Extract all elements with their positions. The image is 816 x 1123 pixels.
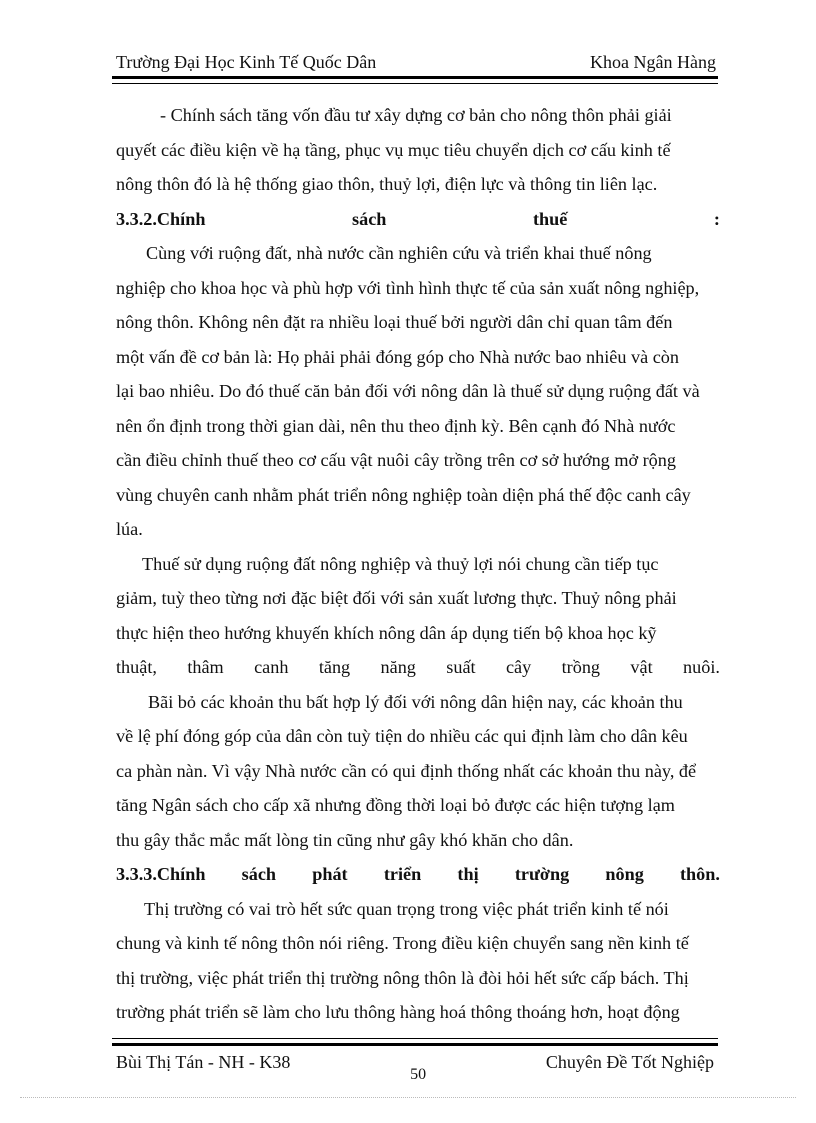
header-rule: [112, 76, 718, 84]
text-line: Bãi bỏ các khoản thu bất hợp lý đối với nông dân hiện nay, các khoản thu: [148, 691, 683, 712]
text-line: quyết các điều kiện về hạ tầng, phục vụ mục tiêu chuyển dịch cơ cấu kinh tế: [116, 139, 671, 160]
header-faculty: Khoa Ngân Hàng: [590, 52, 716, 72]
page-break-divider: [20, 1097, 796, 1098]
document-body: [116, 98, 720, 1030]
text-line: nông thôn. Không nên đặt ra nhiều loại thuế bởi người dân chỉ quan tâm đến: [116, 312, 673, 332]
text-line-spread: thuật, thâm canh tăng năng suất cây trồng vật nuôi.: [116, 657, 720, 677]
section-heading-3-3-3: 3.3.3.Chính sách phát triển thị trường nông thôn.: [116, 864, 720, 884]
text-line: Thị trường có vai trò hết sức quan trọng trong việc phát triển kinh tế nói: [144, 898, 669, 919]
text-line: lúa.: [116, 519, 143, 539]
text-line: một vấn đề cơ bản là: Họ phải phải đóng góp cho Nhà nước bao nhiêu và còn: [116, 346, 679, 367]
text-line: chung và kinh tế nông thôn nói riêng. Trong điều kiện chuyển sang nền kinh tế: [116, 933, 689, 953]
text-line: thực hiện theo hướng khuyến khích nông dân áp dụng tiến bộ khoa học kỹ: [116, 622, 657, 643]
text-line: về lệ phí đóng góp của dân còn tuỳ tiện do nhiều các qui định làm cho dân kêu: [116, 726, 688, 746]
footer-rule: [112, 1038, 718, 1046]
section-heading-3-3-2: 3.3.2.Chính sách thuế :: [116, 208, 720, 229]
text-line: lại bao nhiêu. Do đó thuế căn bản đối với nông dân là thuế sử dụng ruộng đất và: [116, 381, 700, 401]
text-line: giảm, tuỳ theo từng nơi đặc biệt đối với sản xuất lương thực. Thuỷ nông phải: [116, 588, 677, 608]
text-line: cần điều chỉnh thuế theo cơ cấu vật nuôi cây trồng trên cơ sở hướng mở rộng: [116, 450, 676, 470]
text-line: vùng chuyên canh nhằm phát triển nông nghiệp toàn diện phá thế độc canh cây: [116, 484, 691, 505]
text-line: thị trường, việc phát triển thị trường nông thôn là đòi hỏi hết sức cấp bách. Thị: [116, 967, 689, 988]
text-line: - Chính sách tăng vốn đầu tư xây dựng cơ bản cho nông thôn phải giải: [160, 105, 672, 125]
page-header: [116, 52, 716, 73]
text-line: nông thôn đó là hệ thống giao thôn, thuỷ lợi, điện lực và thông tin liên lạc.: [116, 174, 658, 194]
text-line: trường phát triển sẽ làm cho lưu thông hàng hoá thông thoáng hơn, hoạt động: [116, 1002, 680, 1022]
header-university: Trường Đại Học Kinh Tế Quốc Dân: [116, 52, 377, 72]
footer-document-type: Chuyên Đề Tốt Nghiệp: [545, 1052, 714, 1072]
page-number: 50: [410, 1066, 427, 1083]
footer-author: Bùi Thị Tán - NH - K38: [116, 1052, 291, 1072]
text-line: thu gây thắc mắc mất lòng tin cũng như gây khó khăn cho dân.: [116, 829, 574, 850]
text-line: nên ổn định trong thời gian dài, nên thu theo định kỳ. Bên cạnh đó Nhà nước: [116, 415, 676, 436]
text-line: Thuế sử dụng ruộng đất nông nghiệp và thuỷ lợi nói chung cần tiếp tục: [142, 553, 659, 574]
text-line: tăng Ngân sách cho cấp xã nhưng đồng thời loại bỏ được các hiện tượng lạm: [116, 795, 675, 815]
text-line: nghiệp cho khoa học và phù hợp với tình hình thực tế của sản xuất nông nghiệp,: [116, 277, 700, 298]
text-line: Cùng với ruộng đất, nhà nước cần nghiên cứu và triển khai thuế nông: [146, 243, 652, 263]
text-line: ca phàn nàn. Vì vậy Nhà nước cần có qui định thống nhất các khoản thu này, để: [116, 760, 697, 781]
page-footer: [116, 1052, 714, 1083]
